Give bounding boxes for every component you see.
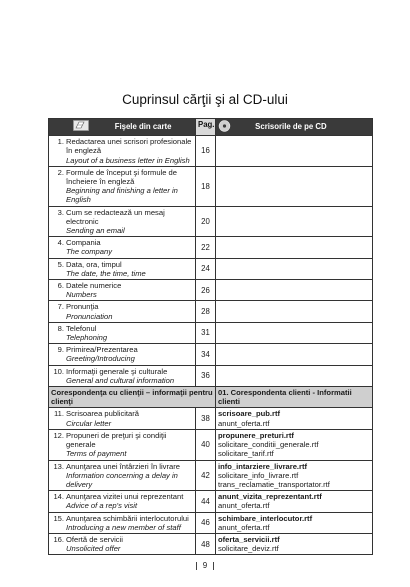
chapter-title-ro: 1. Redactarea unei scrisori profesionale (52, 137, 193, 146)
chapter-title-cell (49, 136, 196, 167)
page-footer (0, 561, 410, 570)
chapter-title-cell (49, 344, 196, 365)
chapter-number: 16. (53, 534, 64, 544)
section-cd-folder: 01. Corespondenta clienti - Informatii clienti (216, 387, 373, 408)
table-row (49, 301, 373, 322)
chapter-number: 10. (53, 366, 64, 376)
chapter-number: 5. (57, 259, 64, 269)
cd-file-main[interactable]: propunere_preturi.rtf (218, 430, 294, 440)
table-row (49, 491, 373, 512)
book-icon (73, 120, 89, 133)
cd-file[interactable]: solicitare_conditii_generale.rtf (218, 440, 319, 450)
chapter-number: 13. (53, 461, 64, 471)
cd-icon (218, 120, 231, 134)
chapter-title-cell (49, 365, 196, 386)
table-row (49, 206, 373, 237)
chapter-title-en: Terms of payment (66, 449, 127, 459)
chapter-title-cell (49, 512, 196, 533)
cd-files-cell (216, 429, 373, 460)
cd-file[interactable]: anunt_oferta.rtf (218, 501, 270, 511)
contents-table (48, 118, 373, 555)
chapter-title-en: Pronunciation (66, 311, 113, 321)
chapter-title-ro: electronic (66, 216, 99, 226)
header-cd-column (216, 119, 373, 136)
chapter-number: 9. (57, 345, 64, 355)
chapter-title-en: Numbers (66, 290, 97, 300)
chapter-number: 8. (57, 323, 64, 333)
page-number-cell: 20 (196, 206, 216, 237)
header-book-column (49, 119, 196, 136)
cd-files-cell (216, 344, 373, 365)
cd-file[interactable]: solicitare_tarif.rtf (218, 449, 274, 459)
table-row (49, 136, 373, 167)
page-number-cell: 22 (196, 237, 216, 258)
header-page-column: Pag. (196, 119, 216, 136)
chapter-number: 4. (57, 238, 64, 248)
chapter-title-ro: 15. Anunţarea schimbării interlocutorului (53, 513, 189, 523)
chapter-title-en: Layout of a business letter in English (66, 155, 190, 165)
page-number-cell: 42 (196, 460, 216, 491)
header-cd-label: Scrisorile de pe CD (255, 122, 327, 132)
chapter-title-en: Advice of a rep's visit (66, 501, 138, 511)
chapter-title-ro: 13. Anunţarea unei întârzieri în livrare (53, 461, 180, 471)
table-row (49, 258, 373, 279)
page-number-cell: 26 (196, 280, 216, 301)
table-row (49, 322, 373, 343)
chapter-title-en: Telephoning (66, 333, 108, 343)
chapter-title-en: Unsolicited offer (66, 544, 121, 554)
table-row (49, 429, 373, 460)
page-number-cell: 24 (196, 258, 216, 279)
chapter-title-cell (49, 408, 196, 429)
chapter-title-ro: 14. Anunţarea vizitei unui reprezentant (53, 492, 184, 502)
page-number-cell: 44 (196, 491, 216, 512)
page-number-cell: 31 (196, 322, 216, 343)
chapter-number: 15. (53, 513, 64, 523)
chapter-title-cell (49, 491, 196, 512)
chapter-title-ro: 3. Cum se redactează un mesaj (52, 208, 193, 217)
cd-files-cell (216, 301, 373, 322)
chapter-number: 2. (57, 167, 64, 177)
page-number-cell: 28 (196, 301, 216, 322)
cd-file-main[interactable]: info_intarziere_livrare.rtf (218, 461, 308, 471)
page-number-cell: 46 (196, 512, 216, 533)
chapter-title-en: delivery (66, 479, 93, 489)
cd-file-main[interactable]: scrisoare_pub.rtf (218, 409, 281, 419)
chapter-title-en: Circular letter (66, 418, 112, 428)
chapter-title-ro: 2. Formule de început şi formule de (52, 168, 193, 177)
cd-files-cell (216, 365, 373, 386)
cd-file-main[interactable]: oferta_servicii.rtf (218, 534, 280, 544)
cd-file[interactable]: trans_reclamatie_transportator.rtf (218, 479, 330, 489)
chapter-title-ro: încheiere în engleză (66, 177, 135, 187)
cd-files-cell (216, 206, 373, 237)
page-number: 9 (202, 561, 208, 570)
chapter-title-en: Sending an email (66, 226, 125, 236)
chapter-number: 14. (53, 492, 64, 502)
chapter-title-en: Greeting/Introducing (66, 354, 135, 364)
table-row (49, 280, 373, 301)
chapter-title-en: Introducing a new member of staff (66, 522, 181, 532)
chapter-title-cell (49, 460, 196, 491)
chapter-title-ro: 7. Pronunţia (52, 302, 193, 311)
chapter-title-ro: 5. Data, ora, timpul (52, 260, 193, 269)
cd-files-cell (216, 322, 373, 343)
cd-files-cell (216, 491, 373, 512)
chapter-title-ro: 9. Primirea/Prezentarea (52, 345, 193, 354)
cd-file[interactable]: solicitare_info_livrare.rtf (218, 470, 299, 480)
table-row (49, 408, 373, 429)
chapter-number: 7. (57, 302, 64, 312)
cd-files-cell (216, 280, 373, 301)
table-row (49, 344, 373, 365)
page-number-cell: 18 (196, 166, 216, 206)
chapter-title-en: The company (66, 247, 113, 257)
chapter-number: 3. (57, 207, 64, 217)
page-number-cell: 48 (196, 533, 216, 554)
section-row (49, 387, 373, 408)
chapter-title-ro: în engleză (66, 146, 102, 156)
cd-files-cell (216, 237, 373, 258)
chapter-title-ro: generale (66, 440, 96, 450)
chapter-title-en: Information concerning a delay in (66, 470, 178, 480)
cd-files-cell (216, 533, 373, 554)
chapter-title-cell (49, 280, 196, 301)
cd-files-cell (216, 258, 373, 279)
table-row (49, 365, 373, 386)
chapter-title-ro: 10. Informaţii generale şi culturale (53, 366, 168, 376)
page-title: Cuprinsul cărţii şi al CD-ului (122, 92, 288, 107)
chapter-title-ro: 6. Datele numerice (52, 281, 193, 290)
cd-files-cell (216, 166, 373, 206)
chapter-title-en: Beginning and finishing a letter in (66, 186, 178, 196)
chapter-title-en: The date, the time, time (66, 268, 146, 278)
chapter-number: 6. (57, 281, 64, 291)
cd-file[interactable]: solicitare_deviz.rtf (218, 544, 279, 554)
chapter-number: 11. (54, 409, 64, 419)
cd-files-cell (216, 136, 373, 167)
cd-file-main[interactable]: schimbare_interlocutor.rtf (218, 513, 313, 523)
cd-file[interactable]: anunt_oferta.rtf (218, 522, 270, 532)
table-row (49, 166, 373, 206)
chapter-title-cell (49, 301, 196, 322)
page-number-cell: 40 (196, 429, 216, 460)
cd-files-cell (216, 460, 373, 491)
table-row (49, 512, 373, 533)
chapter-title-ro: 11. Scrisoarea publicitară (54, 409, 140, 419)
cd-files-cell (216, 408, 373, 429)
page-number-cell: 34 (196, 344, 216, 365)
chapter-title-cell (49, 206, 196, 237)
chapter-title-cell (49, 429, 196, 460)
chapter-title-en: English (66, 195, 91, 205)
cd-file[interactable]: anunt_oferta.rtf (218, 418, 270, 428)
chapter-title-cell (49, 258, 196, 279)
page-number-cell: 16 (196, 136, 216, 167)
chapter-title-cell (49, 166, 196, 206)
section-title: Corespondenţa cu clienţii – informaţii pentru clienţi (49, 387, 216, 408)
header-book-label: Fişele din carte (114, 121, 172, 131)
chapter-title-ro: 16. Ofertă de servicii (53, 534, 123, 544)
footer-divider (213, 562, 214, 570)
chapter-title-ro: 4. Compania (52, 238, 193, 247)
table-header-row (49, 119, 373, 136)
chapter-number: 12. (53, 430, 64, 440)
footer-divider (196, 562, 197, 570)
chapter-number: 1. (57, 137, 64, 147)
cd-files-cell (216, 512, 373, 533)
table-row (49, 237, 373, 258)
cd-file-main[interactable]: anunt_vizita_reprezentant.rtf (218, 492, 322, 502)
chapter-title-cell (49, 237, 196, 258)
chapter-title-cell (49, 322, 196, 343)
chapter-title-ro: 12. Propuneri de preţuri şi condiţii (53, 430, 167, 440)
table-row (49, 533, 373, 554)
chapter-title-cell (49, 533, 196, 554)
page-number-cell: 38 (196, 408, 216, 429)
table-row (49, 460, 373, 491)
chapter-title-en: General and cultural information (66, 375, 175, 385)
chapter-title-ro: 8. Telefonul (52, 324, 193, 333)
page-number-cell: 36 (196, 365, 216, 386)
